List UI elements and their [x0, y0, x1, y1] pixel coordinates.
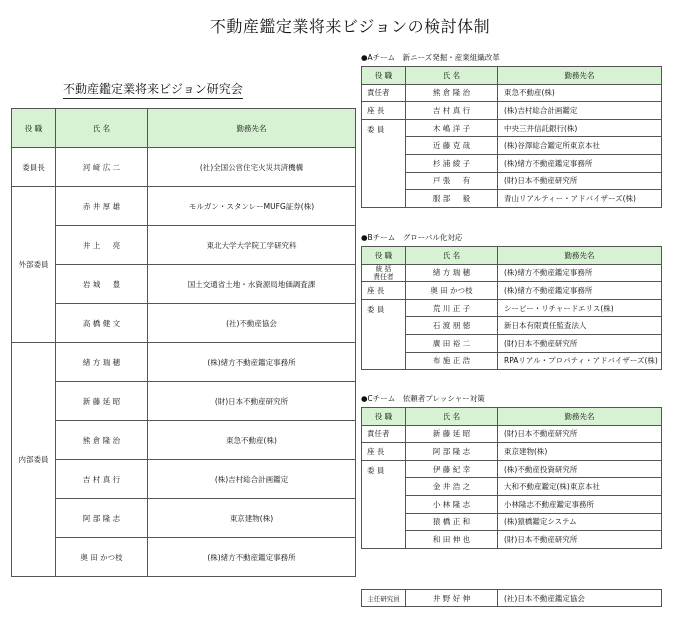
org-cell: (財)日本不動産研究所: [498, 531, 662, 549]
header-name: 氏 名: [406, 67, 498, 85]
name-cell: 金 井 浩 之: [406, 478, 498, 496]
org-cell: モルガン・スタンレーMUFG証券(株): [148, 187, 356, 226]
name-cell: 新 藤 延 昭: [406, 425, 498, 443]
table-row: [12, 421, 356, 460]
org-cell: (財)日本不動産研究所: [498, 334, 662, 352]
table-row: [362, 334, 662, 352]
table-row: [362, 352, 662, 370]
team-a-caption: ●Aチーム 新ニーズ発掘・産業組織改革: [361, 53, 500, 62]
table-row: [12, 538, 356, 577]
table-row: [362, 190, 662, 208]
table-row: [362, 264, 662, 282]
table-row: [362, 590, 662, 607]
org-cell: 東急不動産(株): [148, 421, 356, 460]
table-row: [12, 499, 356, 538]
header-org: 勤務先名: [148, 109, 356, 148]
org-cell: (株)吉村総合計画鑑定: [148, 460, 356, 499]
org-cell: (株)吉村総合計画鑑定: [498, 102, 662, 120]
org-cell: (株)不動産投資研究所: [498, 460, 662, 478]
table-row: [362, 172, 662, 190]
table-row: [362, 513, 662, 531]
table-row: [362, 495, 662, 513]
header-role: 役 職: [362, 247, 406, 265]
name-cell: 伊 藤 紀 幸: [406, 460, 498, 478]
name-cell: 布 施 正 浩: [406, 352, 498, 370]
table-row: [12, 304, 356, 343]
name-cell: 井 野 好 伸: [406, 590, 498, 607]
name-cell: 服 部 毅: [406, 190, 498, 208]
org-cell: 中央三井信託銀行(株): [498, 119, 662, 137]
team-c-table: [361, 407, 662, 549]
name-cell: 熊 倉 隆 治: [56, 421, 148, 460]
name-cell: 廣 田 裕 二: [406, 334, 498, 352]
table-row: [362, 531, 662, 549]
header-org: 勤務先名: [498, 408, 662, 426]
role-cell: 責任者: [362, 84, 406, 102]
researcher-table: [361, 589, 662, 607]
table-row: [12, 460, 356, 499]
role-cell: 委 員: [362, 119, 406, 207]
table-row: [12, 382, 356, 421]
org-cell: (株)谷澤総合鑑定所東京本社: [498, 137, 662, 155]
name-cell: 杉 浦 綾 子: [406, 154, 498, 172]
name-cell: 猿 橋 正 和: [406, 513, 498, 531]
table-header-row: [362, 67, 662, 85]
table-header-row: [12, 109, 356, 148]
table-row: [362, 119, 662, 137]
org-cell: 国土交通省土地・水資源局地価調査課: [148, 265, 356, 304]
org-cell: (株)緒方不動産鑑定事務所: [498, 264, 662, 282]
org-cell: 東北大学大学院工学研究科: [148, 226, 356, 265]
org-cell: 東急不動産(株): [498, 84, 662, 102]
name-cell: 戸 張 有: [406, 172, 498, 190]
org-cell: 大和不動産鑑定(株)東京本社: [498, 478, 662, 496]
team-c-section: [361, 394, 661, 549]
name-cell: 阿 部 隆 志: [406, 443, 498, 461]
table-row: [362, 299, 662, 317]
role-cell: 委 員: [362, 460, 406, 548]
table-row: [362, 478, 662, 496]
role-cell: 座 長: [362, 443, 406, 461]
table-row: [362, 84, 662, 102]
table-row: [12, 343, 356, 382]
role-cell: 座 長: [362, 282, 406, 300]
role-cell: 座 長: [362, 102, 406, 120]
table-row: [12, 148, 356, 187]
team-b-section: [361, 233, 661, 370]
name-cell: 熊 倉 隆 治: [406, 84, 498, 102]
table-header-row: [362, 408, 662, 426]
header-org: 勤務先名: [498, 247, 662, 265]
name-cell: 赤 井 厚 雄: [56, 187, 148, 226]
name-cell: 奥 田 かつ枝: [406, 282, 498, 300]
header-org: 勤務先名: [498, 67, 662, 85]
role-cell: 統 括 責任者: [362, 264, 406, 282]
header-role: 役 職: [12, 109, 56, 148]
org-cell: 新日本有限責任監査法人: [498, 317, 662, 335]
name-cell: 近 藤 克 哉: [406, 137, 498, 155]
table-row: [362, 137, 662, 155]
header-role: 役 職: [362, 67, 406, 85]
org-cell: (株)緒方不動産鑑定事務所: [498, 282, 662, 300]
header-role: 役 職: [362, 408, 406, 426]
table-row: [12, 187, 356, 226]
name-cell: 井 上 亮: [56, 226, 148, 265]
role-cell: 委 員: [362, 299, 406, 369]
team-a-table: [361, 66, 662, 208]
name-cell: 木 嶋 洋 子: [406, 119, 498, 137]
name-cell: 荒 川 正 子: [406, 299, 498, 317]
name-cell: 和 田 伸 也: [406, 531, 498, 549]
name-cell: 石 渡 朋 徳: [406, 317, 498, 335]
team-c-caption: ●Cチーム 依頼者プレッシャー対策: [361, 394, 485, 403]
name-cell: 吉 村 真 行: [406, 102, 498, 120]
committee-title: 不動産鑑定業将来ビジョン研究会: [63, 80, 243, 99]
org-cell: (財)日本不動産研究所: [498, 172, 662, 190]
org-cell: (社)日本不動産鑑定協会: [498, 590, 662, 607]
org-cell: (社)全国公営住宅火災共済機構: [148, 148, 356, 187]
table-row: [362, 102, 662, 120]
name-cell: 岩 城 豊: [56, 265, 148, 304]
name-cell: 高 橋 健 文: [56, 304, 148, 343]
name-cell: 小 林 隆 志: [406, 495, 498, 513]
header-name: 氏 名: [56, 109, 148, 148]
role-cell-external: 外部委員: [12, 187, 56, 343]
table-row: [12, 226, 356, 265]
table-row: [362, 154, 662, 172]
org-cell: (財)日本不動産研究所: [498, 425, 662, 443]
table-row: [362, 443, 662, 461]
header-name: 氏 名: [406, 247, 498, 265]
org-cell: RPAリアル・プロパティ・アドバイザーズ(株): [498, 352, 662, 370]
table-row: [12, 265, 356, 304]
role-cell: 責任者: [362, 425, 406, 443]
name-cell: 吉 村 真 行: [56, 460, 148, 499]
table-row: [362, 425, 662, 443]
name-cell: 奥 田 かつ枝: [56, 538, 148, 577]
name-cell: 阿 部 隆 志: [56, 499, 148, 538]
org-cell: (株)猿橋鑑定システム: [498, 513, 662, 531]
org-cell: (株)緒方不動産鑑定事務所: [498, 154, 662, 172]
team-b-caption: ●Bチーム グローバル化対応: [361, 233, 463, 242]
committee-table: [11, 108, 356, 577]
org-cell: (財)日本不動産研究所: [148, 382, 356, 421]
name-cell: 新 藤 延 昭: [56, 382, 148, 421]
org-cell: (株)緒方不動産鑑定事務所: [148, 538, 356, 577]
org-cell: 東京建物(株): [148, 499, 356, 538]
org-cell: (社)不動産協会: [148, 304, 356, 343]
table-row: [362, 317, 662, 335]
team-b-table: [361, 246, 662, 370]
org-cell: (株)緒方不動産鑑定事務所: [148, 343, 356, 382]
role-cell-internal: 内部委員: [12, 343, 56, 577]
name-cell: 河 﨑 広 二: [56, 148, 148, 187]
team-a-section: [361, 53, 661, 208]
header-name: 氏 名: [406, 408, 498, 426]
org-cell: 小林隆志不動産鑑定事務所: [498, 495, 662, 513]
org-cell: 東京建物(株): [498, 443, 662, 461]
table-row: [362, 282, 662, 300]
table-header-row: [362, 247, 662, 265]
name-cell: 緒 方 瑞 穂: [406, 264, 498, 282]
role-cell: 主任研究員: [362, 590, 406, 607]
name-cell: 緒 方 瑞 穂: [56, 343, 148, 382]
role-cell: 委員長: [12, 148, 56, 187]
page-title: 不動産鑑定業将来ビジョンの検討体制: [209, 17, 491, 36]
org-cell: 青山リアルティー・アドバイザーズ(株): [498, 190, 662, 208]
org-cell: シービー・リチャードエリス(株): [498, 299, 662, 317]
table-row: [362, 460, 662, 478]
